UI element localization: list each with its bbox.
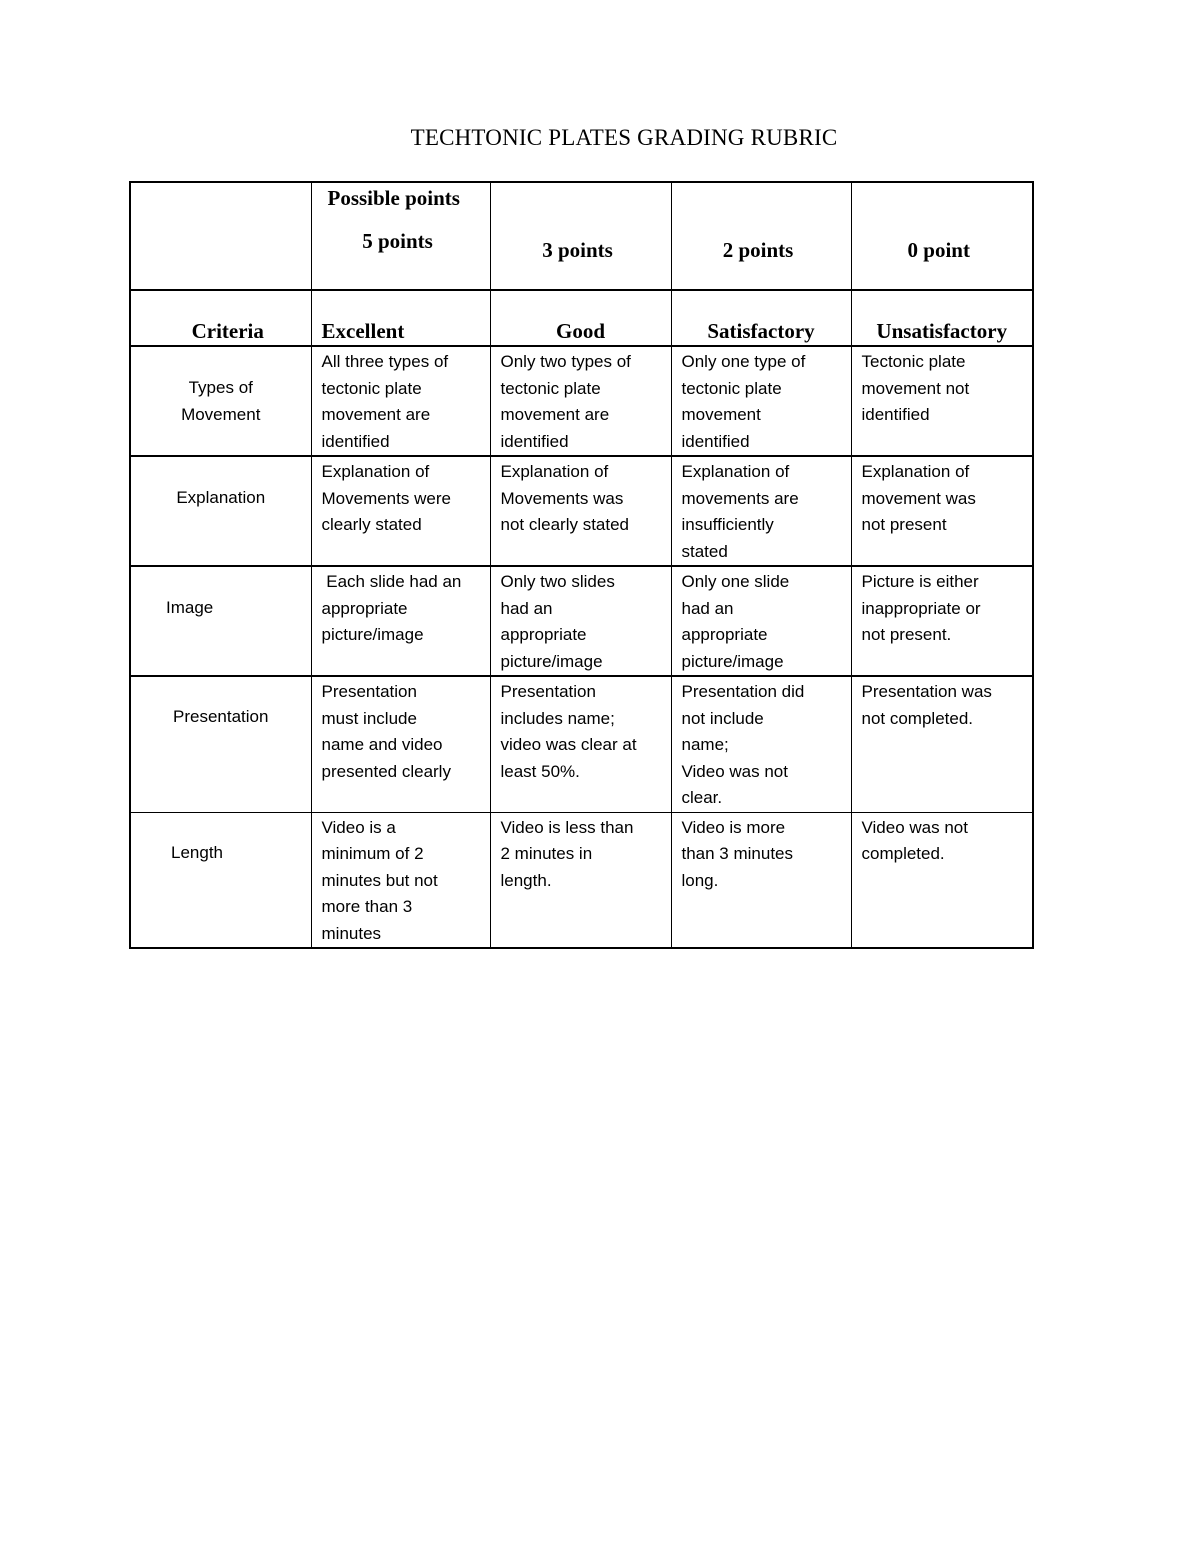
criterion-label: Image [166,598,214,617]
descriptor-cell [311,676,490,812]
descriptor-text: Only two types of tectonic plate movement are identified [500,352,631,451]
descriptor-cell [311,566,490,676]
criterion-cell [130,812,311,948]
descriptor-cell [851,346,1033,456]
descriptor-cell [851,566,1033,676]
possible-points-label: Possible points [327,186,460,210]
descriptor-cell [851,456,1033,566]
grading-rubric-table [129,181,1034,949]
descriptor-text: Presentation was not completed. [861,682,992,728]
table-row [130,346,1033,456]
descriptor-text: Presentation did not include name; Video was not clear. [681,682,805,807]
criteria-label: Criteria [191,319,264,343]
criterion-cell [130,456,311,566]
criterion-cell [130,676,311,812]
level-label: Satisfactory [707,319,815,343]
descriptor-text: Tectonic plate movement not identified [861,352,970,424]
empty-header-cell [130,182,311,290]
descriptor-text: Picture is either inappropriate or not present. [861,572,981,644]
descriptor-text: Only one type of tectonic plate movement identified [681,352,806,451]
descriptor-text: Presentation must include name and video presented clearly [321,682,451,781]
descriptor-cell [671,456,851,566]
points-header-row [130,182,1033,290]
descriptor-text: Explanation of Movements was not clearly stated [500,462,630,534]
descriptor-cell [671,676,851,812]
page-title: TECHTONIC PLATES GRADING RUBRIC [410,125,838,150]
descriptor-cell [490,456,671,566]
descriptor-cell [851,812,1033,948]
descriptor-text: Explanation of movement was not present [861,462,976,534]
descriptor-cell [851,676,1033,812]
descriptor-text: Only two slides had an appropriate picture/image [500,572,615,671]
table-row [130,456,1033,566]
level-header-cell [490,290,671,346]
criteria-header-cell [130,290,311,346]
descriptor-cell [311,812,490,948]
points-header-cell [490,182,671,290]
descriptor-text: Explanation of Movements were clearly stated [321,462,451,534]
points-label: 3 points [542,238,613,262]
criterion-label: Length [171,842,223,862]
descriptor-cell [311,346,490,456]
descriptor-text: Presentation includes name; video was clear at least 50%. [500,682,637,781]
points-label: 2 points [722,238,794,262]
descriptor-cell [671,346,851,456]
descriptor-text: Only one slide had an appropriate picture/image [681,572,790,671]
levels-header-row [130,290,1033,346]
descriptor-text: All three types of tectonic plate movement are identified [321,352,449,451]
criterion-label: Types of Movement [181,378,261,424]
level-header-cell [851,290,1033,346]
points-label: 5 points [362,229,433,253]
descriptor-text: Explanation of movements are insufficiently stated [681,462,799,561]
descriptor-cell [671,566,851,676]
points-header-cell [311,182,490,290]
criterion-cell [130,346,311,456]
descriptor-cell [490,566,671,676]
descriptor-cell [311,456,490,566]
points-header-cell [671,182,851,290]
criterion-label: Presentation [173,707,269,726]
table-row [130,812,1033,948]
descriptor-cell [490,346,671,456]
descriptor-text: Video was not completed. [861,817,968,863]
level-label: Excellent [321,319,405,343]
descriptor-cell [671,812,851,948]
descriptor-text: Video is less than 2 minutes in length. [500,817,634,890]
descriptor-text: Each slide had an appropriate picture/image [321,572,462,644]
table-row [130,676,1033,812]
level-header-cell [311,290,490,346]
points-header-cell [851,182,1033,290]
descriptor-cell [490,812,671,948]
criterion-cell [130,566,311,676]
table-row [130,566,1033,676]
criterion-label: Explanation [176,488,266,507]
descriptor-text: Video is a minimum of 2 minutes but not more than 3 minutes [321,817,438,943]
level-header-cell [671,290,851,346]
points-label: 0 point [907,238,970,262]
descriptor-cell [490,676,671,812]
level-label: Unsatisfactory [876,319,1008,343]
level-label: Good [555,319,605,343]
descriptor-text: Video is more than 3 minutes long. [681,817,794,890]
